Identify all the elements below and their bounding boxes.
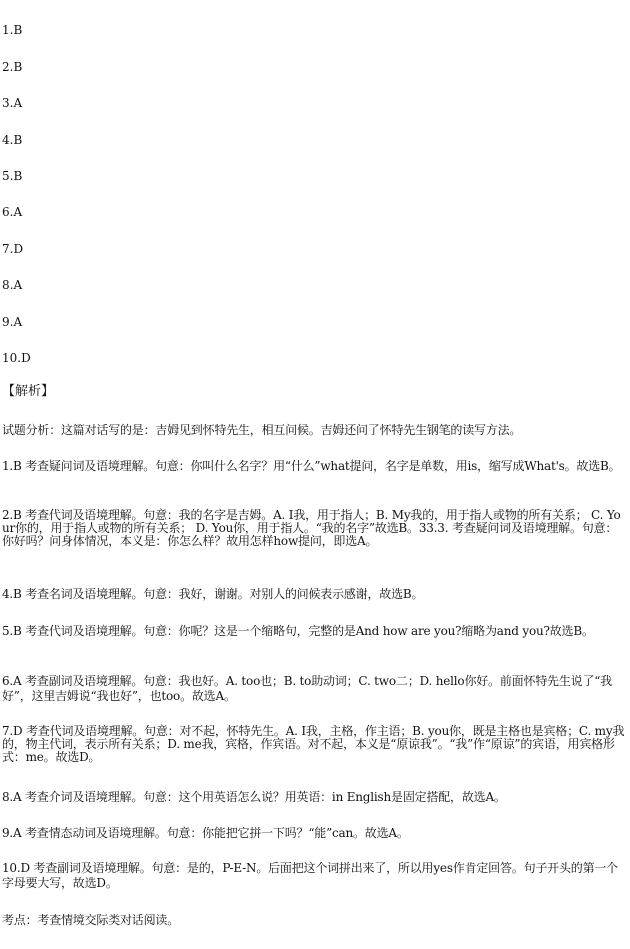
answer-6: 6.A [2, 205, 23, 219]
explanation-2: 2.B 考查代词及语境理解。句意：我的名字是吉姆。A. I我，用于指人；B. My我的，用于指人或物的所有关系； C. Your你的，用于指人或物的所有关系； D. You你，用于指人。“我的名字”故选B。33.3. 考查疑问词及语境理解。句意：你好吗？问身体情况，本义是：你怎么样？故用怎样how提问，即选A。 [2, 508, 621, 548]
answer-9: 9.A [2, 315, 23, 329]
explanation-9: 9.A 考查情态动词及语境理解。句意：你能把它拼一下吗？“能”can。故选A。 [2, 826, 409, 840]
answer-10: 10.D [2, 351, 31, 365]
explanation-10: 10.D 考查副词及语境理解。句意：是的，P-E-N。后面把这个词拼出来了，所以用yes作肯定回答。句子开头的第一个字母要大写，故选D。 [2, 861, 618, 890]
answer-1: 1.B [2, 23, 23, 37]
answer-5: 5.B [2, 169, 23, 183]
explanation-1: 1.B 考查疑问词及语境理解。句意：你叫什么名字？用“什么”what提问，名字是单数，用is，缩写成What's。故选B。 [2, 459, 621, 473]
explanation-5: 5.B 考查代词及语境理解。句意：你呢？这是一个缩略句，完整的是And how are you?缩略为and you?故选B。 [2, 624, 594, 638]
explanation-8: 8.A 考查介词及语境理解。句意：这个用英语怎么说？用英语：in English是固定搭配，故选A。 [2, 790, 506, 804]
exam-point: 考点：考查情境交际类对话阅读。 [2, 913, 180, 927]
explanation-6: 6.A 考查副词及语境理解。句意：我也好。A. too也；B. to助动词；C. two二；D. hello你好。前面怀特先生说了“我好”，这里吉姆说“我也好”，也too。故选A。 [2, 674, 612, 703]
answer-4: 4.B [2, 133, 23, 147]
summary-paragraph: 试题分析：这篇对话写的是：吉姆见到怀特先生，相互问候。吉姆还问了怀特先生钢笔的读写方法。 [2, 423, 522, 437]
answer-8: 8.A [2, 278, 23, 292]
explanation-4: 4.B 考查名词及语境理解。句意：我好，谢谢。对别人的问候表示感谢，故选B。 [2, 587, 424, 601]
answer-2: 2.B [2, 60, 23, 74]
analysis-heading: 【解析】 [2, 384, 55, 399]
answer-3: 3.A [2, 96, 23, 110]
explanation-7: 7.D 考查代词及语境理解。句意：对不起，怀特先生。A. I我，主格，作主语；B. you你，既是主格也是宾格；C. my我的，物主代词，表示所有关系；D. me我，宾格，作宾语。对不起，本义是“原谅我”。“我”作“原谅”的宾语，用宾格形式：me。故选D。 [2, 724, 625, 764]
answer-7: 7.D [2, 242, 24, 256]
